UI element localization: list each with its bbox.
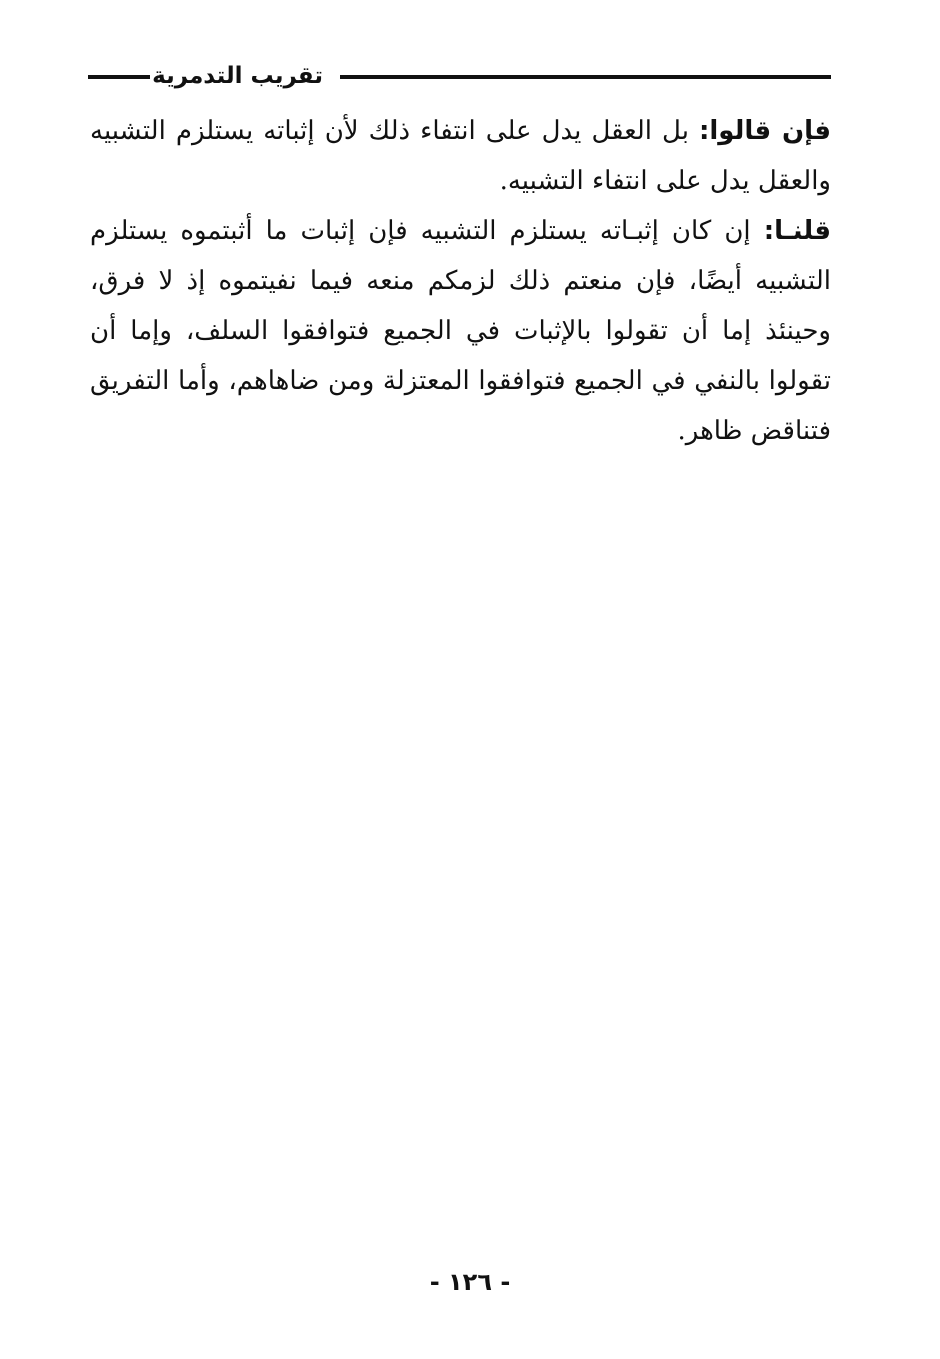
header-rule-left [88, 75, 150, 79]
paragraph-lead: فإن قالوا: [699, 116, 831, 146]
page-number: - ١٢٦ - [429, 1268, 511, 1296]
running-header [88, 56, 831, 96]
paragraph-objection [90, 106, 831, 206]
paragraph-text: إن كان إثبـاته يستلزم التشبيه فإن إثبات ما أثبتموه يستلزم التشبيه أيضًا، فإن منعتم ذلك لزمكم منعه فيما نفيتموه إذ لا فرق، وحينئذ إما أن تقولوا بالإثبات في الجميع فتوافقوا السلف، وإما أن تقولوا بالنفي في الجميع فتوافقوا المعتزلة ومن ضاهاهم، وأما التفريق فتناقض ظاهر. [90, 216, 831, 446]
paragraph-text: بل العقل يدل على انتفاء ذلك لأن إثباته يستلزم التشبيه والعقل يدل على انتفاء التشبيه. [90, 116, 831, 196]
paragraph-reply [90, 206, 831, 456]
header-rule-right [340, 75, 831, 79]
header-title: تقريب التدمرية [152, 63, 323, 89]
paragraph-lead: قلنـا: [763, 216, 831, 246]
body-text [90, 106, 831, 456]
